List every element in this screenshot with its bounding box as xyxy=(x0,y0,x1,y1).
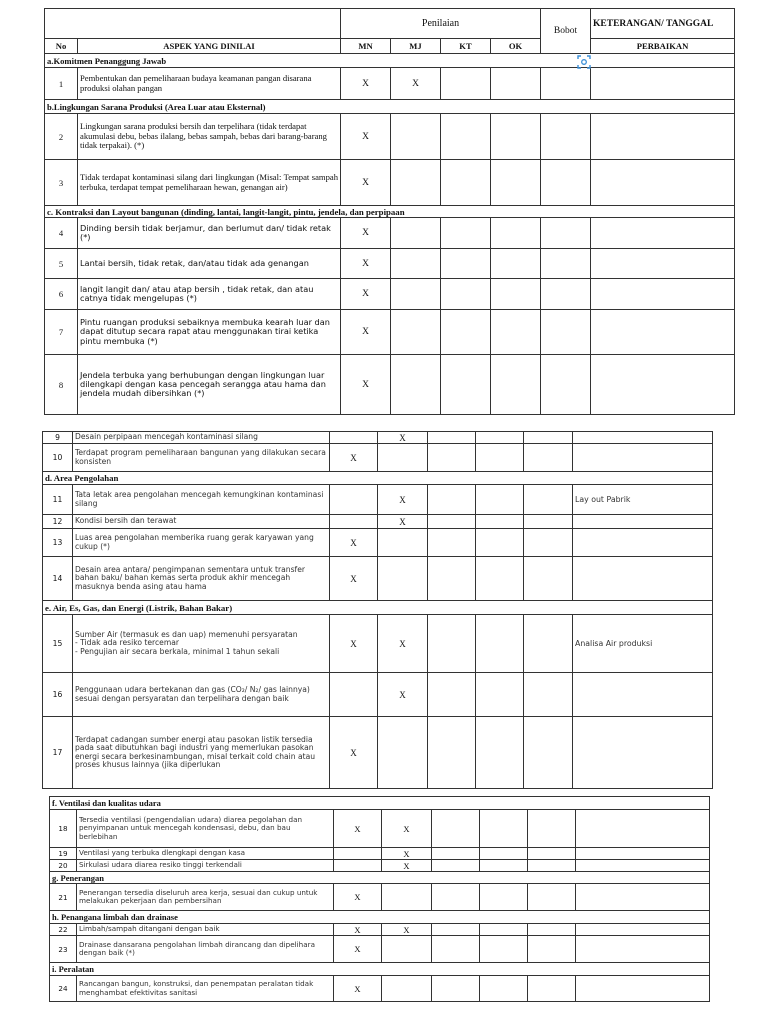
section-title-a: a.Komitmen Penanggung Jawab xyxy=(45,54,735,68)
mj-header: MJ xyxy=(391,39,441,54)
table-row: 11 Tata letak area pengolahan mencegah kemungkinan kontaminasi silang X Lay out Pabrik xyxy=(43,485,713,515)
section-title-e: e. Air, Es, Gas, dan Energi (Listrik, Bahan Bakar) xyxy=(43,601,713,615)
header-blank xyxy=(45,9,341,39)
no-header: No xyxy=(45,39,78,54)
table-row: 6 langit langit dan/ atau atap bersih , tidak retak, dan atau catnya tidak mengelupas (*) X xyxy=(45,279,735,310)
section-title-i: i. Peralatan xyxy=(50,963,710,976)
table-row: 10 Terdapat program pemeliharaan bangunan yang dilakukan secara konsisten X xyxy=(43,444,713,472)
section-title-c: c. Kontraksi dan Layout bangunan (dinding, lantai, langit-langit, pintu, jendela, dan perpipaan xyxy=(45,206,735,218)
table-row: 15 Sumber Air (termasuk es dan uap) memenuhi persyaratan - Tidak ada resiko tercemar - Pengujian air secara berkala, minimal 1 tahun sekali X X Analisa Air produksi xyxy=(43,615,713,673)
table-row: 24 Rancangan bangun, konstruksi, dan penempatan peralatan tidak menghambat efektivitas sanitasi X xyxy=(50,976,710,1002)
kt-header: KT xyxy=(441,39,491,54)
table-row: 3 Tidak terdapat kontaminasi silang dari lingkungan (Misal: Tempat sampah terbuka, terdapat tempat pemeliharaan hewan, genangan air) X xyxy=(45,160,735,206)
table-row: 16 Penggunaan udara bertekanan dan gas (CO₂/ N₂/ gas lainnya) sesuai dengan persyaratan dan terpelihara dengan baik X xyxy=(43,673,713,717)
assessment-table-part-1 xyxy=(44,8,735,415)
section-title-g: g. Penerangan xyxy=(50,872,710,884)
mn-header: MN xyxy=(341,39,391,54)
table-row: 20 Sirkulasi udara diarea resiko tinggi terkendali X xyxy=(50,860,710,872)
table-row: 1 Pembentukan dan pemeliharaan budaya keamanan pangan disarana produksi olahan pangan X X xyxy=(45,68,735,100)
table-row: 5 Lantai bersih, tidak retak, dan/atau tidak ada genangan X xyxy=(45,249,735,279)
table-row: 17 Terdapat cadangan sumber energi atau pasokan listik tersedia pada saat dibutuhkan bagi industri yang memerlukan pasokan energi secara berkesinambungan, misal terkait cold chain atau proses khusus lainnya (jika diperlukan X xyxy=(43,717,713,789)
section-title-d: d. Area Pengolahan xyxy=(43,472,713,485)
table-row: 9 Desain perpipaan mencegah kontaminasi silang X xyxy=(43,432,713,444)
scan-text-icon[interactable] xyxy=(576,54,592,70)
section-title-f: f. Ventilasi dan kualitas udara xyxy=(50,797,710,810)
section-title-h: h. Penangana limbah dan drainase xyxy=(50,911,710,924)
table-row: 21 Penerangan tersedia diseluruh area kerja, sesuai dan cukup untuk melakukan pekerjaan dan pembersihan X xyxy=(50,884,710,911)
assessment-table-part-3 xyxy=(49,796,710,1002)
table-row: 19 Ventilasi yang terbuka dlengkapi dengan kasa X xyxy=(50,848,710,860)
keterangan-header: KETERANGAN/ TANGGAL xyxy=(591,9,735,39)
table-row: 8 Jendela terbuka yang berhubungan dengan lingkungan luar dilengkapi dengan kasa pencegah serangga atau hama dan jendela mudah dibersihkan (*) X xyxy=(45,355,735,415)
table-row: 14 Desain area antara/ pengimpanan sementara untuk transfer bahan baku/ bahan kemas serta produk akhir mencegah masuknya benda asing atau hama X xyxy=(43,557,713,601)
penilaian-header: Penilaian xyxy=(341,9,541,39)
table-row: 4 Dinding bersih tidak berjamur, dan berlumut dan/ tidak retak (*) X xyxy=(45,218,735,249)
table-row: 22 Limbah/sampah ditangani dengan baik X X xyxy=(50,924,710,936)
ok-header: OK xyxy=(491,39,541,54)
table-row: 18 Tersedia ventilasi (pengendalian udara) diarea pegolahan dan penyimpanan untuk mencegah kondensasi, debu, dan bau berlebihan X X xyxy=(50,810,710,848)
section-title-b: b.Lingkungan Sarana Produksi (Area Luar atau Eksternal) xyxy=(45,100,735,114)
table-row: 23 Drainase dansarana pengolahan limbah dirancang dan dipelihara dengan baik (*) X xyxy=(50,936,710,963)
table-row: 12 Kondisi bersih dan terawat X xyxy=(43,515,713,529)
assessment-table-part-2 xyxy=(42,431,713,789)
table-row: 7 Pintu ruangan produksi sebaiknya membuka kearah luar dan dapat ditutup secara rapat atau menggunakan tirai ketika pintu membuka (*) X xyxy=(45,310,735,355)
table-row: 13 Luas area pengolahan memberika ruang gerak karyawan yang cukup (*) X xyxy=(43,529,713,557)
table-row: 2 Lingkungan sarana produksi bersih dan terpelihara (tidak terdapat akumulasi debu, bebas ilalang, bebas sampah, bebas dari barang-barang tidak terpakai). (*) X xyxy=(45,114,735,160)
aspek-header: ASPEK YANG DINILAI xyxy=(78,39,341,54)
bobot-header: Bobot xyxy=(541,9,591,54)
perbaikan-header: PERBAIKAN xyxy=(591,39,735,54)
